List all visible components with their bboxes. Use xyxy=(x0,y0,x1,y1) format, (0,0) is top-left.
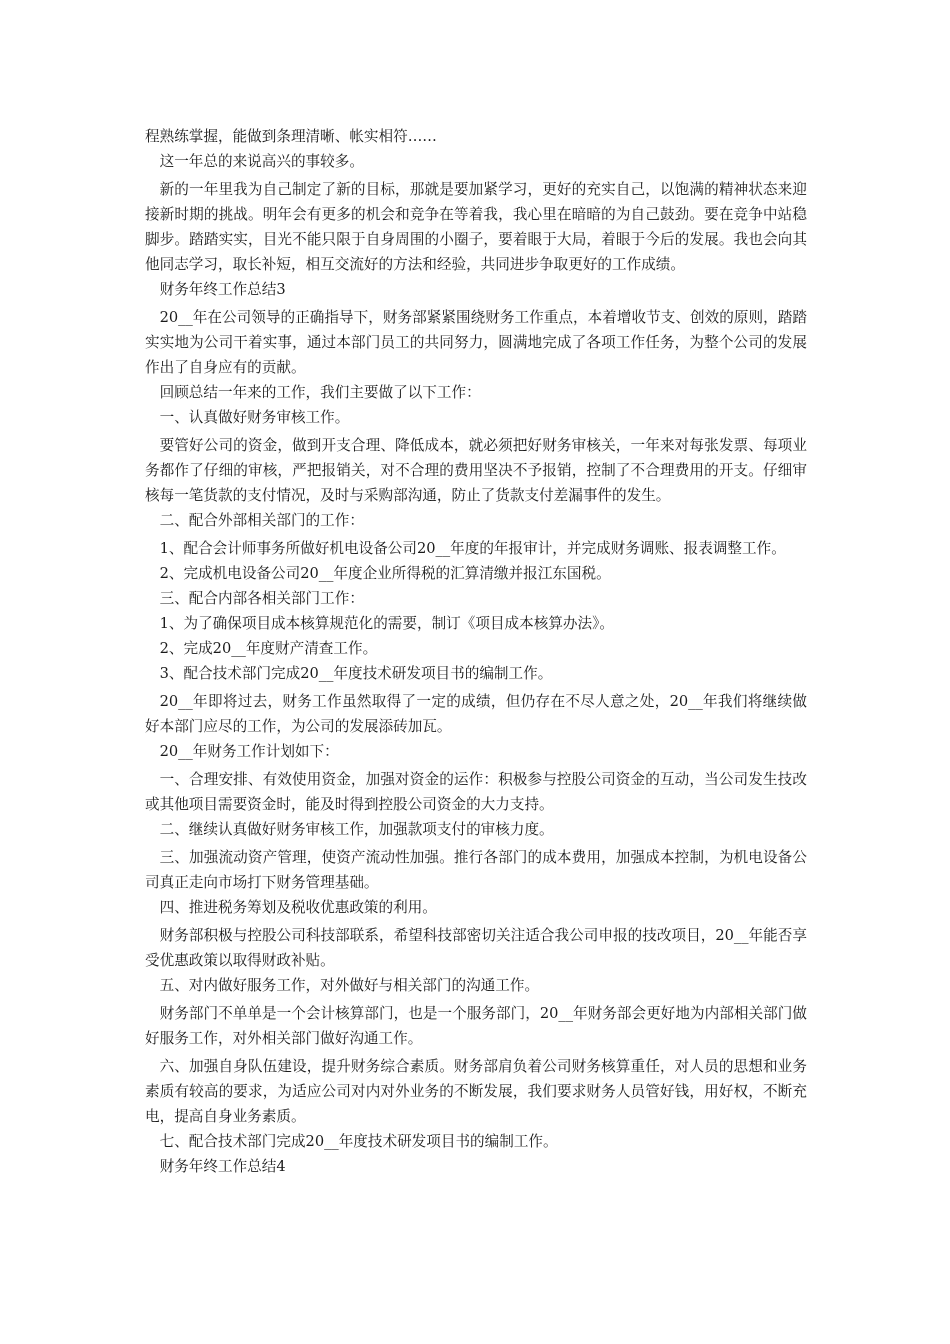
paragraph: 这一年总的来说高兴的事较多。 xyxy=(159,153,364,170)
list-item: 1、配合会计师事务所做好机电设备公司20__年度的年报审计，并完成财务调账、报表调整工作。 xyxy=(159,540,786,557)
paragraph: 回顾总结一年来的工作，我们主要做了以下工作： xyxy=(159,384,481,401)
list-item: 2、完成机电设备公司20__年度企业所得税的汇算清缴并报江东国税。 xyxy=(159,565,611,582)
list-heading: 20__年财务工作计划如下： xyxy=(159,743,339,760)
list-heading: 三、配合内部各相关部门工作： xyxy=(159,590,364,607)
list-item: 六、加强自身队伍建设，提升财务综合素质。财务部肩负着公司财务核算重任，对人员的思想和业务素质有较高的要求，为适应公司对内对外业务的不断发展，我们要求财务人员管好钱，用好权，不断充电，提高自身业务素质。 xyxy=(145,1058,807,1125)
paragraph: 要管好公司的资金，做到开支合理、降低成本，就必须把好财务审核关，一年来对每张发票、每项业务都作了仔细的审核，严把报销关，对不合理的费用坚决不予报销，控制了不合理费用的开支。仔细审核每一笔货款的支付情况，及时与采购部沟通，防止了货款支付差漏事件的发生。 xyxy=(145,437,807,504)
list-item: 三、加强流动资产管理，使资产流动性加强。推行各部门的成本费用，加强成本控制，为机电设备公司真正走向市场打下财务管理基础。 xyxy=(145,849,807,891)
paragraph: 20__年即将过去，财务工作虽然取得了一定的成绩，但仍存在不尽人意之处，20__年我们将继续做好本部门应尽的工作，为公司的发展添砖加瓦。 xyxy=(145,693,807,735)
list-item: 2、完成20__年度财产清查工作。 xyxy=(159,640,378,657)
paragraph: 新的一年里我为自己制定了新的目标，那就是要加紧学习，更好的充实自己，以饱满的精神状态来迎接新时期的挑战。明年会有更多的机会和竞争在等着我，我心里在暗暗的为自己鼓劲。要在竞争中站稳脚步。踏踏实实，目光不能只限于自身周围的小圈子，要着眼于大局，着眼于今后的发展。我也会向其他同志学习，取长补短，相互交流好的方法和经验，共同进步争取更好的工作成绩。 xyxy=(145,181,807,273)
list-heading: 二、配合外部相关部门的工作： xyxy=(159,512,364,529)
paragraph: 财务部积极与控股公司科技部联系，希望科技部密切关注适合我公司申报的技改项目，20__年能否享受优惠政策以取得财政补贴。 xyxy=(145,927,807,969)
list-item: 七、配合技术部门完成20__年度技术研发项目书的编制工作。 xyxy=(159,1133,558,1150)
paragraph: 20__年在公司领导的正确指导下，财务部紧紧围绕财务工作重点，本着增收节支、创效的原则，踏踏实实地为公司干着实事，通过本部门员工的共同努力，圆满地完成了各项工作任务，为整个公司的发展作出了自身应有的贡献。 xyxy=(145,309,807,376)
paragraph: 程熟练掌握，能做到条理清晰、帐实相符…… xyxy=(145,128,437,145)
list-item: 1、为了确保项目成本核算规范化的需要，制订《项目成本核算办法》。 xyxy=(159,615,614,632)
paragraph: 财务部门不单单是一个会计核算部门，也是一个服务部门，20__年财务部会更好地为内部相关部门做好服务工作，对外相关部门做好沟通工作。 xyxy=(145,1005,807,1047)
section-heading: 财务年终工作总结3 xyxy=(159,281,286,298)
list-item: 二、继续认真做好财务审核工作，加强款项支付的审核力度。 xyxy=(159,821,554,838)
section-heading: 财务年终工作总结4 xyxy=(159,1158,286,1175)
list-heading: 一、认真做好财务审核工作。 xyxy=(159,409,350,426)
document-body xyxy=(145,124,807,1179)
list-item: 一、合理安排、有效使用资金，加强对资金的运作：积极参与控股公司资金的互动，当公司发生技改或其他项目需要资金时，能及时得到控股公司资金的大力支持。 xyxy=(145,771,807,813)
list-item: 五、对内做好服务工作，对外做好与相关部门的沟通工作。 xyxy=(159,977,540,994)
list-item: 3、配合技术部门完成20__年度技术研发项目书的编制工作。 xyxy=(159,665,553,682)
list-item: 四、推进税务筹划及税收优惠政策的利用。 xyxy=(159,899,437,916)
